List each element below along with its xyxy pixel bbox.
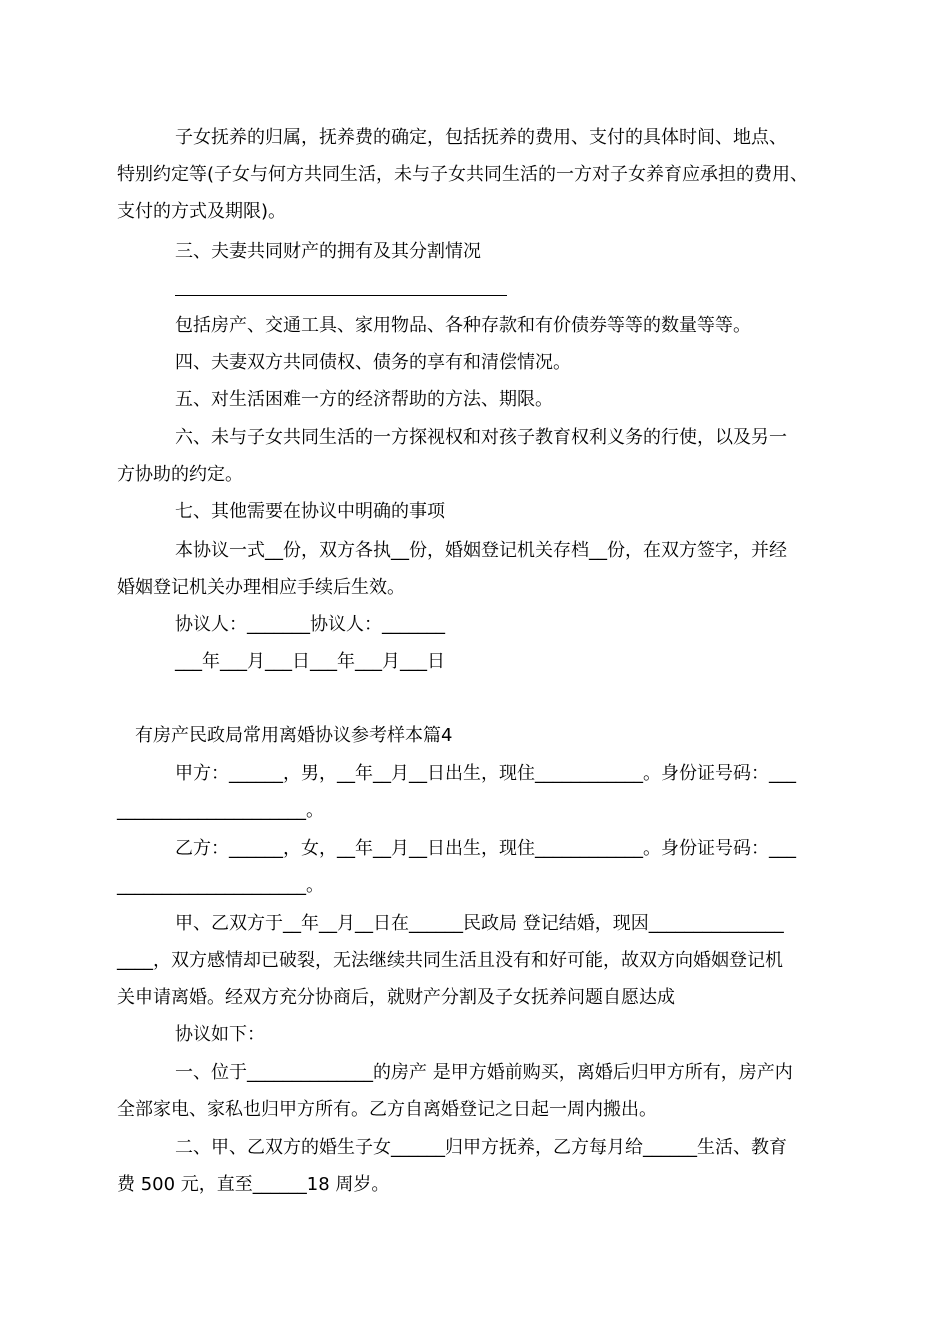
blank-rule <box>175 295 507 296</box>
document-page: 子女抚养的归属，抚养费的确定，包括抚养的费用、支付的具体时间、地点、 特别约定等(子女与何方共同生活，未与子女共同生活的一方对子女养育应承担的费用、 支付的方式及期限)。 三、夫妻共同财产的拥有及其分割情况 包括房产、交通工具、家用物品、各种存款和有价债券等等的数量等等。 四、夫妻双方共同债权、债务的享有和清偿情况。 五、对生活困难一方的经济帮助的方法、期限。 六、未与子女共同生活的一方探视权和对孩子教育权利义务的行使，以及另一 方协助的约定。 七、其他需要在协议中明确的事项 本协议一式__份，双方各执__份，婚姻登记机关存档__份，在双方签字，并经 婚姻登记机关办理相应手续后生效。 协议人：_______协议人：_______ ___年___月___日___年___月___日 有房产民政局常用离婚协议参考样本篇4 甲方：______，男，__年__月__日出生，现住____________。身份证号码：___ _____________________。 乙方：______，女，__年__月__日出生，现住____________。身份证号码：___ _____________________。 甲、乙双方于__年__月__日在______民政局 登记结婚，现因_______________ ____，双方感情却已破裂，无法继续共同生活且没有和好可能，故双方向婚姻登记机 关申请离婚。经双方充分协商后，就财产分割及子女抚养问题自愿达成 协议如下： 一、位于______________的房产 是甲方婚前购买，离婚后归甲方所有，房产内 全部家电、家私也归甲方所有。乙方自离婚登记之日起一周内搬出。 二、甲、乙双方的婚生子女______归甲方抚养，乙方每月给______生活、教育 费 500 元，直至______18 周岁。 <box>117 127 809 1195</box>
